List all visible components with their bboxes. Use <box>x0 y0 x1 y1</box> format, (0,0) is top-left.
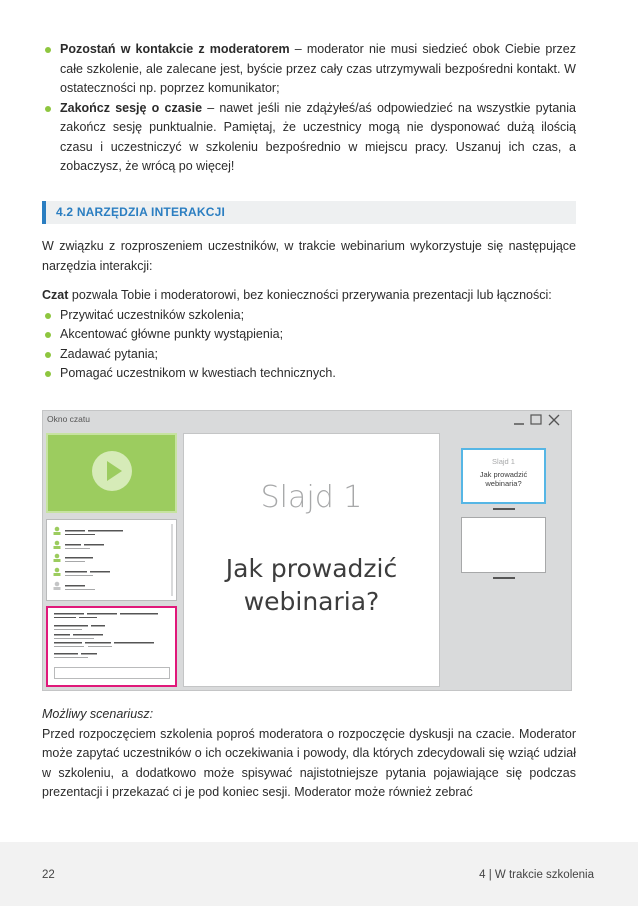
chat-text: pozwala Tobie i moderatorowi, bez konieczności przerywania prezentacji lub łączności: <box>68 288 552 302</box>
bullet-bold: Zakończ sesję o czasie <box>60 100 203 115</box>
list-item <box>42 364 576 384</box>
list-item <box>42 325 576 345</box>
slide-thumbnails <box>445 433 569 687</box>
scenario-content <box>42 705 576 803</box>
list-item <box>42 40 576 99</box>
thumb-number: Slajd 1 <box>492 457 515 466</box>
list-item <box>42 306 576 326</box>
list-item <box>42 99 576 177</box>
bullet-text: – nawet jeśli nie zdążyłeś/aś odpowiedzieć na wszystkie pytania zakończ sesję punktualnie. Pamiętaj, że uczestnicy mogą nie dysponować dużą ilością czasu i uczestniczyć w szkoleniu bezpośrednio w miejscu pracy. Uszanuj ich czas, a zobaczysz, że wrócą po więcej! <box>60 100 576 173</box>
chat-paragraph <box>42 286 576 306</box>
intro-bullet-list <box>42 40 576 177</box>
chat-panel <box>46 606 177 687</box>
play-icon <box>92 451 132 491</box>
bullet-dot <box>45 371 51 377</box>
video-panel <box>46 433 177 513</box>
chat-messages-icon <box>48 608 175 668</box>
page-number: 22 <box>42 869 55 881</box>
bullet-bold: Pozostań w kontakcie z moderatorem <box>60 42 290 56</box>
bullet-dot <box>45 352 51 358</box>
chat-input-field <box>54 667 170 679</box>
bullet-text: Przywitać uczestników szkolenia; <box>60 307 245 322</box>
slide-thumbnail-active <box>461 448 546 504</box>
tools-content <box>42 237 576 384</box>
bullet-dot <box>45 106 51 112</box>
list-item <box>42 345 576 365</box>
window-title: Okno czatu <box>47 414 90 424</box>
bullet-dot <box>45 47 51 53</box>
participant-list-panel <box>46 519 177 601</box>
section-accent-bar <box>42 201 46 224</box>
window-controls-icon <box>511 413 567 427</box>
scenario-label: Możliwy scenariusz: <box>42 707 154 721</box>
bullet-text: Pomagać uczestnikom w kwestiach technicznych. <box>60 366 336 380</box>
slide-number: Slajd 1 <box>260 480 363 515</box>
participant-list-icon <box>47 520 176 600</box>
chat-bullet-list <box>42 306 576 384</box>
bullet-text: – moderator nie musi siedzieć obok Ciebie przez całe szkolenie, ale zalecane jest, byście przez cały czas utrzymywali bezpośredni kontakt. W ostateczności np. poprzez komunikator; <box>60 42 576 95</box>
bullet-dot <box>45 313 51 319</box>
page-content <box>42 40 576 177</box>
section-header <box>42 201 576 224</box>
thumb-question: Jak prowadzić webinaria? <box>479 470 528 488</box>
bullet-text: Zadawać pytania; <box>60 346 158 361</box>
intro-paragraph: W związku z rozproszeniem uczestników, w trakcie webinarium wykorzystuje się następujące narzędzia interakcji: <box>42 239 576 273</box>
bullet-text: Akcentować główne punkty wystąpienia; <box>60 327 284 341</box>
thumb-label-line <box>493 577 515 579</box>
chat-bold: Czat <box>42 288 69 302</box>
thumb-label-line <box>493 508 515 510</box>
slide-thumbnail <box>461 517 546 573</box>
bullet-dot <box>45 332 51 338</box>
footer-section: 4 | W trakcie szkolenia <box>479 869 594 881</box>
slide-question: Jak prowadzić webinaria? <box>225 554 398 616</box>
main-slide <box>183 433 440 687</box>
scenario-paragraph: Przed rozpoczęciem szkolenia poproś moderatora o rozpoczęcie dyskusji na czacie. Moderator może zapytać uczestników o ich oczekiwania i powody, dla których zdecydowali się wziąć udział w szkoleniu, a dodatkowo może spisywać najistotniejsze pytania pojawiające się podczas prezentacji i przekazać ci je pod koniec sesji. Moderator może również zebrać <box>42 726 576 799</box>
section-title: 4.2 NARZĘDZIA INTERAKCJI <box>56 205 226 219</box>
page-footer <box>0 842 638 906</box>
chat-window-illustration <box>42 410 572 691</box>
